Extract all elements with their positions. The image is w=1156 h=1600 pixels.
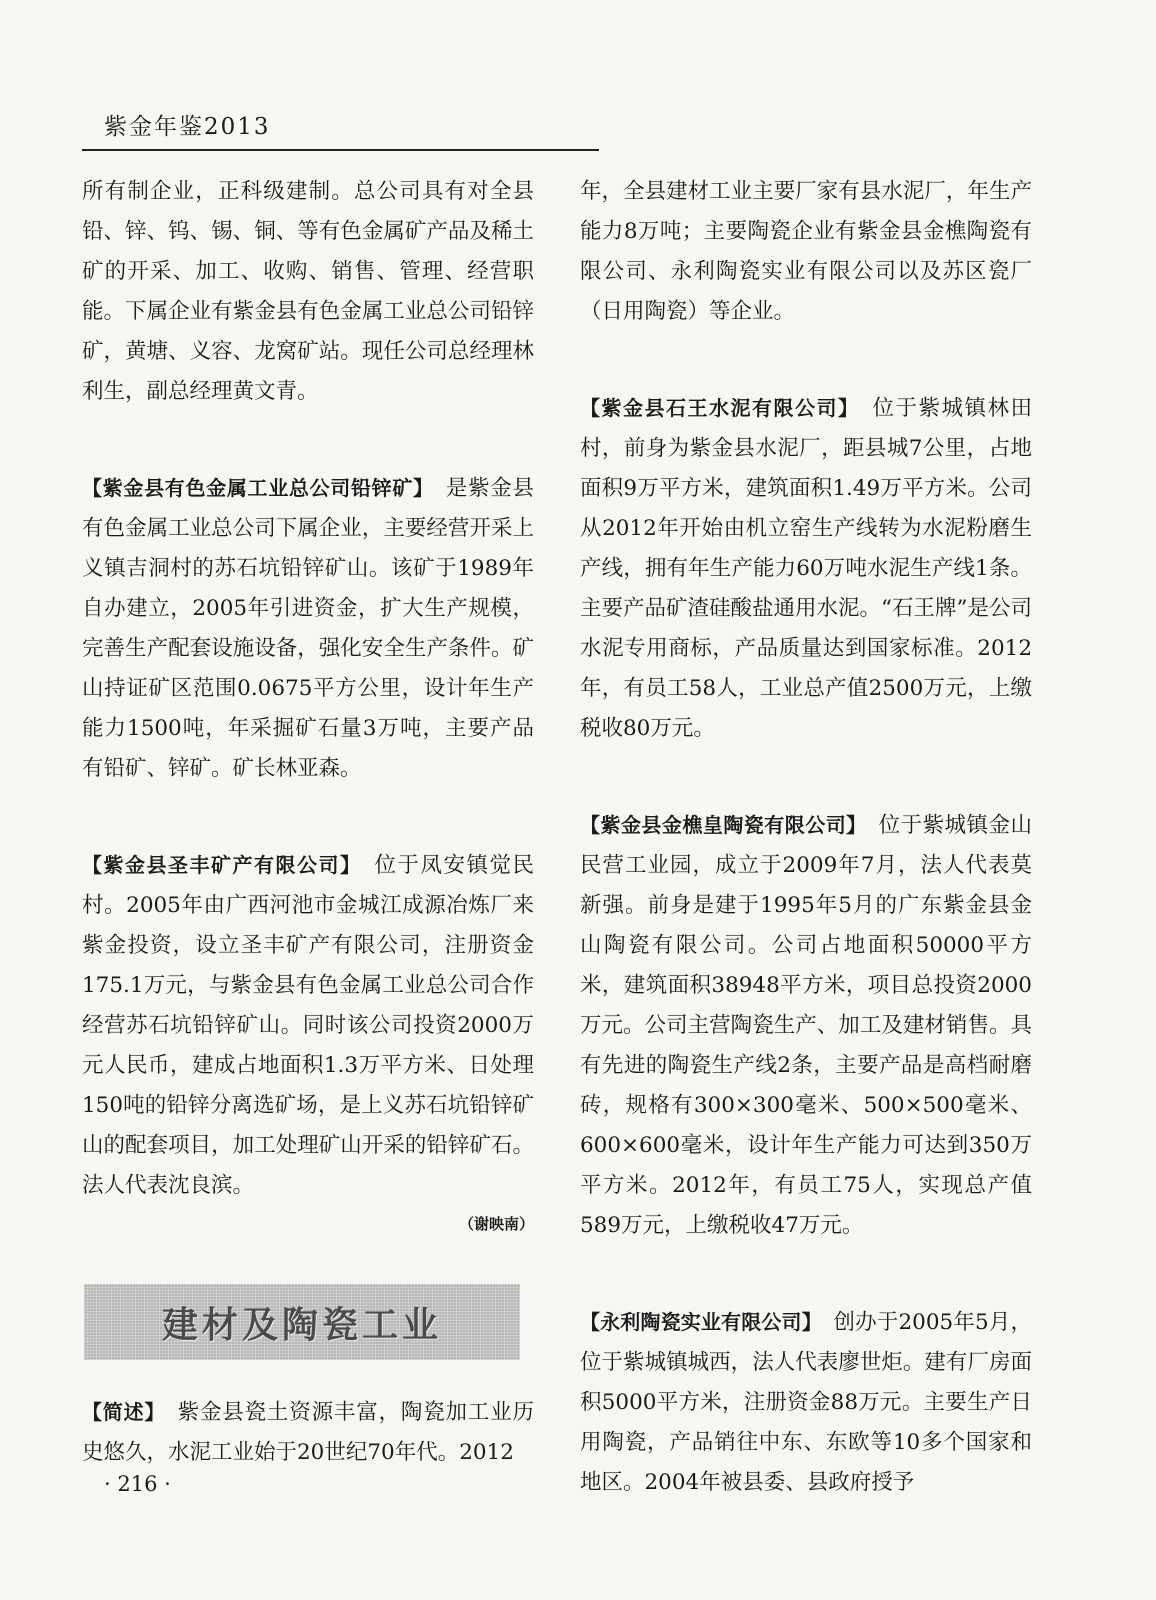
left-column [82,172,534,1238]
running-header: 紫金年鉴2013 [104,114,271,140]
entry-summary [82,1392,534,1473]
section-banner-title: 建材及陶瓷工业 [161,1304,442,1346]
left-column-summary [82,1392,534,1473]
entry-body: 创办于2005年5月，位于紫城镇城西，法人代表廖世炬。建有厂房面积5000平方米，注册资金88万元。主要生产日用陶瓷，产品销往中东、东欧等10多个国家和地区。2004年被县委、县政府授予 [580,1310,1032,1495]
paragraph-intro-right: 年，全县建材工业主要厂家有县水泥厂，年生产能力8万吨；主要陶瓷企业有紫金县金樵陶瓷有限公司、永利陶瓷实业有限公司以及苏区瓷厂（日用陶瓷）等企业。 [580,179,1032,324]
header-rule [82,149,599,151]
entry-yongli-ceramics [580,1302,1032,1503]
entry-heading: 【紫金县金樵皇陶瓷有限公司】 [580,813,857,837]
entry-lead-zinc-mine [82,468,534,789]
entry-heading: 【简述】 [82,1400,156,1424]
paragraph-intro-left: 所有制企业，正科级建制。总公司具有对全县铅、锌、钨、锡、铜、等有色金属矿产品及稀土矿的开采、加工、收购、销售、管理、经营职能。下属企业有紫金县有色金属工业总公司铅锌矿，黄塘、义容、龙窝矿站。现任公司总经理林利生，副总经理黄文青。 [82,179,534,404]
entry-shiwang-cement [580,388,1032,749]
entry-body: 位于紫城镇金山民营工业园，成立于2009年7月，法人代表莫新强。前身是建于1995年5月的广东紫金县金山陶瓷有限公司。公司占地面积50000平方米，建筑面积38948平方米，项目总投资2000万元。公司主营陶瓷生产、加工及建材销售。具有先进的陶瓷生产线2条，主要产品是高档耐磨砖，规格有300×300毫米、500×500毫米、600×600毫米，设计年生产能力可达到350万平方米。2012年，有员工75人，实现总产值589万元，上缴税收47万元。 [580,813,1032,1238]
entry-shengfeng-mining [82,845,534,1206]
entry-heading: 【紫金县有色金属工业总公司铅锌矿】 [82,476,424,500]
entry-jinqiaohuang-ceramics [580,805,1032,1246]
section-banner [84,1284,520,1360]
page-number: · 216 · [104,1472,171,1496]
entry-heading: 【紫金县圣丰矿产有限公司】 [82,853,352,877]
entry-body: 是紫金县有色金属工业总公司下属企业，主要经营开采上义镇吉洞村的苏石坑铅锌矿山。该矿于1989年自办建立，2005年引进资金，扩大生产规模，完善生产配套设施设备，强化安全生产条件。矿山持证矿区范围0.0675平方公里，设计年生产能力1500吨，年采掘矿石量3万吨，主要产品有铅矿、锌矿。矿长林亚森。 [82,476,534,781]
author-signature: （谢映南） [458,1215,534,1233]
right-column [580,172,1032,1503]
entry-body: 位于紫城镇林田村，前身为紫金县水泥厂，距县城7公里，占地面积9万平方米，建筑面积1.49万平方米。公司从2012年开始由机立窑生产线转为水泥粉磨生产线，拥有年生产能力60万吨水泥生产线1条。主要产品矿渣硅酸盐通用水泥。“石王牌”是公司水泥专用商标，产品质量达到国家标准。2012年，有员工58人，工业总产值2500万元，上缴税收80万元。 [580,396,1032,741]
entry-heading: 【紫金县石王水泥有限公司】 [580,396,850,420]
entry-body: 紫金县瓷土资源丰富，陶瓷加工业历史悠久，水泥工业始于20世纪70年代。2012 [82,1400,534,1465]
entry-heading: 【永利陶瓷实业有限公司】 [580,1310,812,1334]
entry-body: 位于凤安镇觉民村。2005年由广西河池市金城江成源冶炼厂来紫金投资，设立圣丰矿产有限公司，注册资金175.1万元，与紫金县有色金属工业总公司合作经营苏石坑铅锌矿山。同时该公司投资2000万元人民币，建成占地面积1.3万平方米、日处理150吨的铅锌分离选矿场，是上义苏石坑铅锌矿山的配套项目，加工处理矿山开采的铅锌矿石。法人代表沈良滨。 [82,853,534,1198]
